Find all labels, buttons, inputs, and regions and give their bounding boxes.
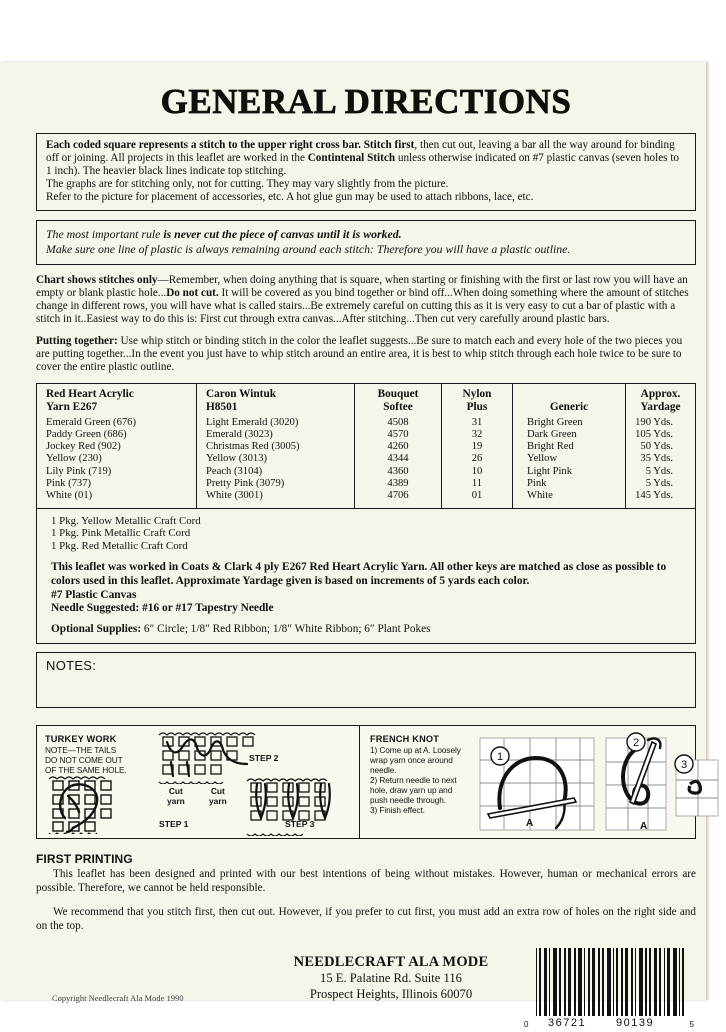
barcode-right-digit: 5 xyxy=(689,1020,694,1030)
cell-yardage: 35 Yds. xyxy=(626,453,696,465)
plastic-canvas-spec: #7 Plastic Canvas xyxy=(51,588,137,601)
col-header-caron-wintuk: Caron Wintuk H8501 xyxy=(197,384,355,416)
cell-bouquet: 4389 xyxy=(355,478,442,490)
first-printing-paragraph-1: This leaflet has been designed and printed with our best intentions of being without mistakes. However, human or mechanical errors are possible. Therefore, we cannot be held responsible. xyxy=(36,868,696,894)
col-header-bouquet-softee: Bouquet Softee xyxy=(355,384,442,416)
french-knot-title: FRENCH KNOT xyxy=(370,734,440,745)
cell-generic: Pink xyxy=(513,478,626,490)
turkey-work-step1-canvas-icon xyxy=(43,776,153,834)
cell-caron: Pretty Pink (3079) xyxy=(197,478,355,490)
turkey-work-step2-label: STEP 2 xyxy=(249,753,279,764)
chart-stitches-text-a: —Remember, when doing anything that is square, when starting or finishing with the first or last row you will have an empty or blank plastic hole... xyxy=(36,273,688,299)
barcode-left-digit: 0 xyxy=(524,1020,529,1030)
cell-nylon: 19 xyxy=(442,441,513,453)
cell-yardage: 5 Yds. xyxy=(626,466,696,478)
first-printing-title: FIRST PRINTING xyxy=(36,852,133,867)
intro-bold-lead: Each coded square represents a stitch to the upper right cross bar. Stitch xyxy=(46,139,395,151)
cell-caron: Yellow (3013) xyxy=(197,453,355,465)
svg-text:3: 3 xyxy=(680,759,688,772)
svg-text:2: 2 xyxy=(632,737,640,750)
cell-nylon: 10 xyxy=(442,466,513,478)
cell-bouquet: 4344 xyxy=(355,453,442,465)
table-body xyxy=(37,417,695,508)
cell-caron: White (3001) xyxy=(197,490,355,507)
svg-text:A: A xyxy=(526,818,534,830)
rule-line-1 xyxy=(46,227,686,242)
barcode-group-1: 36721 xyxy=(548,1017,587,1030)
french-knot-step-line-3: needle. xyxy=(370,765,397,776)
turkey-work-note-line3: OF THE SAME HOLE. xyxy=(45,765,127,776)
french-knot-panel-1-icon xyxy=(478,736,596,832)
leaflet-note: This leaflet was worked in Coats & Clark 4 ply E267 Red Heart Acrylic Yarn. All other keys are matched as close as possible to colors used in this leaflet. Approximate Yardage given is based on increments of 5 yards each color. xyxy=(51,561,667,588)
barcode-bars xyxy=(524,948,696,1016)
cell-red-heart: Yellow (230) xyxy=(46,453,102,465)
cell-generic: Bright Red xyxy=(513,441,626,453)
first-printing-paragraph-2: We recommend that you stitch first, then cut out. However, if you prefer to cut first, you must add an extra row of holes on the right side and on the top. xyxy=(36,906,696,932)
col-header-nylon-plus: Nylon Plus xyxy=(442,384,513,416)
cell-generic: White xyxy=(513,490,626,507)
chart-stitches-paragraph xyxy=(36,274,696,326)
optional-supplies-label: Optional Supplies: xyxy=(51,622,142,635)
cell-caron: Peach (3104) xyxy=(197,466,355,478)
cell-yardage: 50 Yds. xyxy=(626,441,696,453)
cell-bouquet: 4360 xyxy=(355,466,442,478)
cell-bouquet: 4706 xyxy=(355,490,442,507)
turkey-work-diagram xyxy=(37,726,360,838)
cell-red-heart: Lily Pink (719) xyxy=(46,465,112,477)
craft-cord-item: 1 Pkg. Pink Metallic Craft Cord xyxy=(51,527,191,540)
table-header-row xyxy=(37,384,695,416)
turkey-work-cut-yarn-2: Cut yarn xyxy=(209,786,227,807)
cell-red-heart: Pink (737) xyxy=(46,478,92,490)
french-knot-step-line-5: hole, draw yarn up and xyxy=(370,785,453,796)
french-knot-diagram xyxy=(360,726,695,838)
chart-stitches-donotcut: Do not cut. xyxy=(166,286,219,299)
col-header-approx-yardage: Approx. Yardage xyxy=(626,384,696,416)
copyright-notice: Copyright Needlecraft Ala Mode 1990 xyxy=(52,994,184,1004)
cell-yardage: 5 Yds. xyxy=(626,478,696,490)
optional-supplies-value: 6″ Circle; 1/8″ Red Ribbon; 1/8″ White Ribbon; 6″ Plant Pokes xyxy=(141,622,431,635)
intro-bold-stitch: Contintenal Stitch xyxy=(307,151,396,164)
notes-box[interactable] xyxy=(36,652,696,708)
cell-caron: Light Emerald (3020) xyxy=(197,417,355,429)
important-rule-box xyxy=(36,220,696,265)
cell-caron: Emerald (3023) xyxy=(197,429,355,441)
barcode-group-2: 90139 xyxy=(616,1017,655,1030)
needle-suggestion: Needle Suggested: #16 or #17 Tapestry Needle xyxy=(51,602,274,615)
putting-together-text: Use whip stitch or binding stitch in the color the leaflet suggests...Be sure to match each and every hole of the two pieces you are putting together...In the event you just have to whip stitch around an entire area, it is best to whip stitch through each hole twice to be sure to cover the entire plastic outline. xyxy=(36,334,683,374)
cell-red-heart: Emerald Green (676) xyxy=(46,416,137,428)
cell-yardage: 145 Yds. xyxy=(626,490,696,507)
turkey-work-title: TURKEY WORK xyxy=(45,734,117,745)
chart-stitches-lead: Chart shows stitches only xyxy=(36,273,158,286)
craft-cord-item: 1 Pkg. Red Metallic Craft Cord xyxy=(51,539,188,552)
cell-nylon: 01 xyxy=(442,490,513,507)
notes-label: NOTES: xyxy=(46,658,97,674)
intro-text-1: , then cut out, leaving a bar all the way around for binding off or joining. All projects in this leaflet are worked in the xyxy=(46,139,675,164)
cell-nylon: 32 xyxy=(442,429,513,441)
cell-red-heart: White (01) xyxy=(46,490,93,502)
cell-bouquet: 4508 xyxy=(355,417,442,429)
cell-bouquet: 4570 xyxy=(355,429,442,441)
intro-paragraph-1 xyxy=(46,139,686,178)
cell-red-heart: Paddy Green (686) xyxy=(46,428,127,440)
company-address-line2: Prospect Heights, Illinois 60070 xyxy=(309,986,473,1001)
cell-generic: Bright Green xyxy=(513,417,626,429)
french-knot-panel-3-icon xyxy=(672,754,720,820)
stitch-diagrams-panel xyxy=(36,725,696,839)
col-header-red-heart: Red Heart Acrylic Yarn E267 xyxy=(46,388,134,413)
page-content xyxy=(36,84,696,1032)
cell-generic: Light Pink xyxy=(513,466,626,478)
table-row xyxy=(37,417,695,429)
supplies-block xyxy=(36,509,696,645)
intro-paragraph-2: The graphs are for stitching only, not for cutting. They may vary slightly from the picture. xyxy=(46,177,449,190)
cell-yardage: 105 Yds. xyxy=(626,429,696,441)
intro-directions-box xyxy=(36,133,696,211)
turkey-work-note-line2: DO NOT COME OUT xyxy=(45,755,123,766)
company-block xyxy=(241,954,541,1002)
intro-paragraph-3: Refer to the picture for placement of accessories, etc. A hot glue gun may be used to attach ribbons, lace, etc. xyxy=(46,190,534,203)
cell-yardage: 190 Yds. xyxy=(626,417,696,429)
intro-bold-first: first xyxy=(394,139,415,151)
table-row xyxy=(37,466,695,478)
company-address-line1: 15 E. Palatine Rd. Suite 116 xyxy=(320,971,462,986)
page-title: GENERAL DIRECTIONS xyxy=(160,82,572,121)
barcode-digits xyxy=(524,1016,696,1029)
french-knot-step-line-1: 1) Come up at A. Loosely xyxy=(370,745,461,756)
cell-generic: Dark Green xyxy=(513,429,626,441)
cell-generic: Yellow xyxy=(513,453,626,465)
cell-red-heart: Jockey Red (902) xyxy=(46,441,121,453)
french-knot-step-line-2: wrap yarn once around xyxy=(370,755,453,766)
table-row xyxy=(37,429,695,441)
intro-text-2: unless otherwise indicated on #7 plastic canvas (seven holes to 1 inch). The heavier black lines indicate top stitching. xyxy=(46,151,680,177)
svg-text:1: 1 xyxy=(496,751,504,764)
chart-stitches-text-c: It will be covered as you bind together or bind off...When doing something where the amount of stitches change in different rows, you will have what is called stairs...Be extremely careful on cutting this as it is very easy to cut a bar of plastic with a stitch in it..Easiest way to do this is: First cut through extra canvas...After stitching...Then cut very carefully around plastic bars. xyxy=(36,286,689,325)
footer xyxy=(36,950,696,1032)
table-row xyxy=(37,453,695,465)
company-name: NEEDLECRAFT ALA MODE xyxy=(293,954,489,971)
barcode xyxy=(524,948,696,1029)
rule-text-a: The most important rule xyxy=(46,226,164,241)
putting-together-lead: Putting together: xyxy=(36,334,118,347)
table-row xyxy=(37,478,695,490)
rule-line-2: Make sure one line of plastic is always remaining around each stitch: Therefore you will have a plastic outline. xyxy=(46,241,571,256)
craft-cord-item: 1 Pkg. Yellow Metallic Craft Cord xyxy=(51,514,201,527)
turkey-work-step3-label: STEP 3 xyxy=(285,819,315,830)
table-row xyxy=(37,490,695,507)
col-header-generic: Generic xyxy=(513,384,626,416)
optional-supplies xyxy=(51,623,686,636)
cell-bouquet: 4260 xyxy=(355,441,442,453)
french-knot-step-line-7: 3) Finish effect. xyxy=(370,805,425,816)
cell-nylon: 11 xyxy=(442,478,513,490)
turkey-work-step1-label: STEP 1 xyxy=(159,819,189,830)
turkey-work-note-line1: NOTE—THE TAILS xyxy=(45,745,117,756)
cell-nylon: 26 xyxy=(442,453,513,465)
svg-text:A: A xyxy=(640,821,648,833)
french-knot-step-line-4: 2) Return needle to next xyxy=(370,775,457,786)
yarn-conversion-table xyxy=(36,383,696,508)
turkey-work-cut-yarn-1: Cut yarn xyxy=(167,786,185,807)
french-knot-step-line-6: push needle through. xyxy=(370,795,446,806)
putting-together-paragraph xyxy=(36,335,696,374)
cell-caron: Christmas Red (3005) xyxy=(197,441,355,453)
rule-text-b: is never cut the piece of canvas until it is worked. xyxy=(163,226,402,241)
cell-nylon: 31 xyxy=(442,417,513,429)
table-row xyxy=(37,441,695,453)
french-knot-panel-2-icon xyxy=(604,730,668,834)
